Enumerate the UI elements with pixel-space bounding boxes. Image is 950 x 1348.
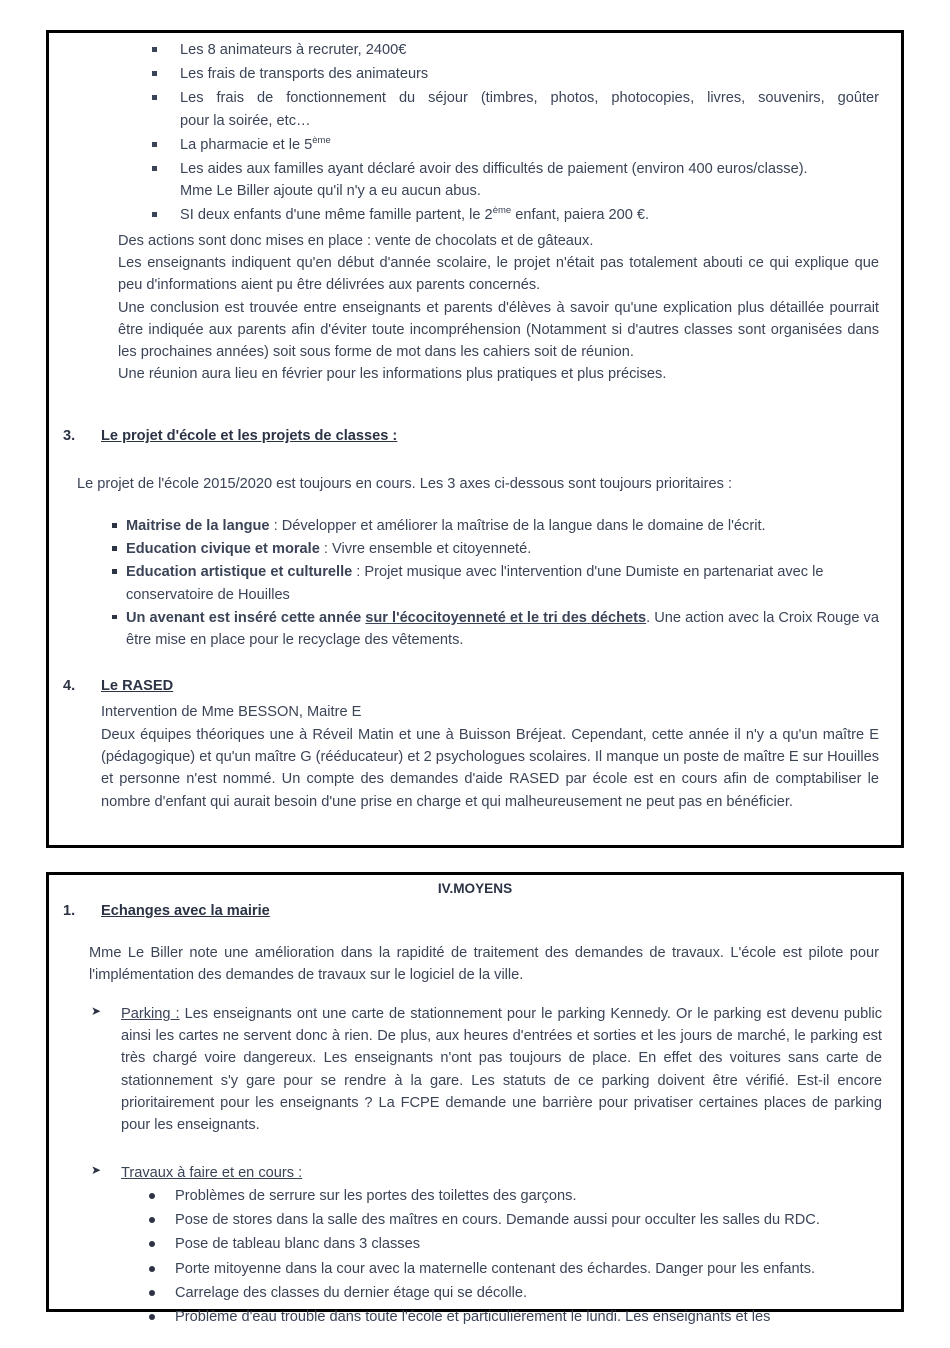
section-title-moyens: IV.MOYENS bbox=[437, 881, 513, 896]
travaux-item-text: Carrelage des classes du dernier étage qui se décolle. bbox=[175, 1284, 528, 1301]
travaux-item-text: Problème d'eau trouble dans toute l'école et particulièrement le lundi. Les enseignants et les bbox=[175, 1308, 771, 1325]
heading-projet-ecole bbox=[63, 428, 763, 444]
list-item bbox=[112, 515, 887, 537]
content-box-top bbox=[46, 30, 904, 848]
avenant-rest: . Une action avec la Croix Rouge va être mise en place pour le recyclage des vêtements. bbox=[126, 609, 879, 648]
avenant-lead: Un avenant est inséré cette année bbox=[126, 609, 366, 626]
list-item bbox=[89, 1162, 889, 1184]
bullet-text: La pharmacie et le 5 bbox=[180, 136, 313, 153]
list-item bbox=[139, 1258, 884, 1280]
list-item bbox=[139, 1185, 884, 1207]
list-item-avenant bbox=[112, 607, 887, 651]
list-item bbox=[144, 158, 879, 202]
travaux-item-text: Pose de stores dans la salle des maîtres en cours. Demande aussi pour occulter les salles du RDC. bbox=[175, 1212, 820, 1229]
heading-number: 1. bbox=[63, 903, 76, 919]
projet-intro-text: Le projet de l'école 2015/2020 est toujours en cours. Les 3 axes ci-dessous sont toujours prioritaires : bbox=[77, 476, 733, 492]
axis-label: Education artistique et culturelle bbox=[126, 564, 353, 581]
travaux-label: Travaux à faire et en cours : bbox=[121, 1165, 303, 1181]
heading-echanges-mairie bbox=[63, 903, 563, 919]
parking-block bbox=[89, 1003, 882, 1136]
heading-number: 4. bbox=[63, 678, 76, 694]
bullet-text: SI deux enfants d'une même famille partent, le 2 bbox=[180, 207, 493, 224]
travaux-item-list bbox=[139, 1185, 884, 1330]
heading-title: Le RASED bbox=[101, 678, 174, 694]
mairie-paragraph: Mme Le Biller note une amélioration dans la rapidité de traitement des demandes de travaux. L'école est pilote pour l'implémentation des demandes de travaux sur le logiciel de la ville. bbox=[89, 945, 879, 984]
list-item bbox=[144, 134, 879, 156]
parking-label: Parking : bbox=[121, 1006, 180, 1022]
bullet-text-line1: Les frais de fonctionnement du séjour (timbres, photos, photocopies, livres, souvenirs, goûter bbox=[180, 90, 879, 107]
heading-title: Echanges avec la mairie bbox=[101, 903, 270, 919]
list-item bbox=[139, 1233, 884, 1255]
axis-label: Maitrise de la langue bbox=[126, 518, 270, 534]
summary-paragraph-block bbox=[118, 230, 879, 385]
paragraph: Des actions sont donc mises en place : vente de chocolats et de gâteaux. bbox=[118, 233, 594, 249]
superscript-ordinal: ème bbox=[312, 134, 331, 146]
heading-number: 3. bbox=[63, 428, 76, 444]
rased-body-text: Deux équipes théoriques une à Réveil Matin et une à Buisson Bréjeat. Cependant, cette année il n'y a qu'un maître E (pédagogique) et qu'un maître G (rééducateur) et 2 psychologues scolaires. Il manque un poste de maître E sur Houilles et personne n'est nommé. Un compte des demandes d'aide RASED par école est en cours afin de comptabiliser le nombre d'enfant qui aurait besoin d'une prise en charge et qui malheureusement ne peut pas en bénéficier. bbox=[101, 727, 879, 810]
list-item bbox=[139, 1209, 884, 1231]
rased-intro-text: Intervention de Mme BESSON, Maitre E bbox=[101, 704, 362, 720]
axis-text: : Vivre ensemble et citoyenneté. bbox=[319, 541, 532, 558]
budget-bullet-list bbox=[144, 39, 879, 228]
bullet-text-line2: Mme Le Biller ajoute qu'il n'y a eu aucun abus. bbox=[180, 183, 481, 200]
axes-list bbox=[112, 515, 887, 652]
list-item bbox=[112, 538, 887, 560]
list-item bbox=[112, 561, 887, 605]
axis-text: : Développer et améliorer la maîtrise de la langue dans le domaine de l'écrit. bbox=[269, 518, 766, 534]
travaux-item-text: Pose de tableau blanc dans 3 classes bbox=[175, 1236, 421, 1253]
paragraph: Les enseignants indiquent qu'en début d'année scolaire, le projet n'était pas totalement abouti ce qui explique que peu d'informations aient pu être délivrées aux parents concernés. bbox=[118, 255, 879, 294]
travaux-item-text: Problèmes de serrure sur les portes des toilettes des garçons. bbox=[175, 1188, 577, 1204]
paragraph: Une réunion aura lieu en février pour les informations plus pratiques et plus précises. bbox=[118, 366, 667, 383]
parking-body: Les enseignants ont une carte de stationnement pour le parking Kennedy. Or le parking est devenu public ainsi les cartes ne servent donc à rien. De plus, aux heures d'entrées et sorties et les jours de marché, le parking est très chargé voire dangereux. Les enseignants n'ont pas toujours de place. En effet des voitures sans carte de stationnement s'y gare pour se rendre à la gare. Les statuts de ce parking doivent être vérifié. Est-il encore prioritairement pour les enseignants ? La FCPE demande une barrière pour privatiser certaines places de parking pour les enseignants. bbox=[121, 1006, 883, 1133]
heading-title: Le projet d'école et les projets de classes : bbox=[101, 428, 398, 444]
list-item bbox=[139, 1282, 884, 1304]
list-item bbox=[139, 1306, 884, 1328]
content-box-bottom bbox=[46, 872, 904, 1325]
bullet-text-line1: Les aides aux familles ayant déclaré avoir des difficultés de paiement (environ 400 euros/classe). bbox=[180, 160, 808, 177]
heading-rased bbox=[63, 678, 463, 694]
travaux-item-text: Porte mitoyenne dans la cour avec la maternelle contenant des échardes. Danger pour les enfants. bbox=[175, 1260, 816, 1277]
axis-label: Education civique et morale bbox=[126, 541, 320, 558]
bullet-text: Les frais de transports des animateurs bbox=[180, 66, 429, 83]
list-item bbox=[144, 39, 879, 61]
list-item bbox=[144, 63, 879, 85]
list-item bbox=[144, 87, 879, 131]
bullet-text: Les 8 animateurs à recruter, 2400€ bbox=[180, 42, 407, 58]
paragraph: Une conclusion est trouvée entre enseignants et parents d'élèves à savoir qu'une explication plus détaillée pourrait être indiquée aux parents afin d'éviter toute incompréhension (Notamment si d'autres classes sont organisées dans les prochaines années) soit sous forme de mot dans les cahiers soit de réunion. bbox=[118, 299, 879, 360]
travaux-block bbox=[89, 1162, 889, 1184]
travaux-label-wrap bbox=[121, 1162, 889, 1184]
bullet-text-line2: pour la soirée, etc… bbox=[180, 112, 311, 129]
superscript-ordinal: ème bbox=[492, 205, 512, 217]
bullet-text-tail: enfant, paiera 200 €. bbox=[511, 207, 650, 224]
parking-text bbox=[121, 1003, 882, 1136]
list-item bbox=[144, 204, 879, 226]
list-item bbox=[89, 1003, 882, 1136]
axis-text: : Projet musique avec l'intervention d'une Dumiste en partenariat avec le conservatoire de Houilles bbox=[126, 564, 824, 603]
avenant-underlined: sur l'écocitoyenneté et le tri des déchets bbox=[365, 609, 647, 626]
